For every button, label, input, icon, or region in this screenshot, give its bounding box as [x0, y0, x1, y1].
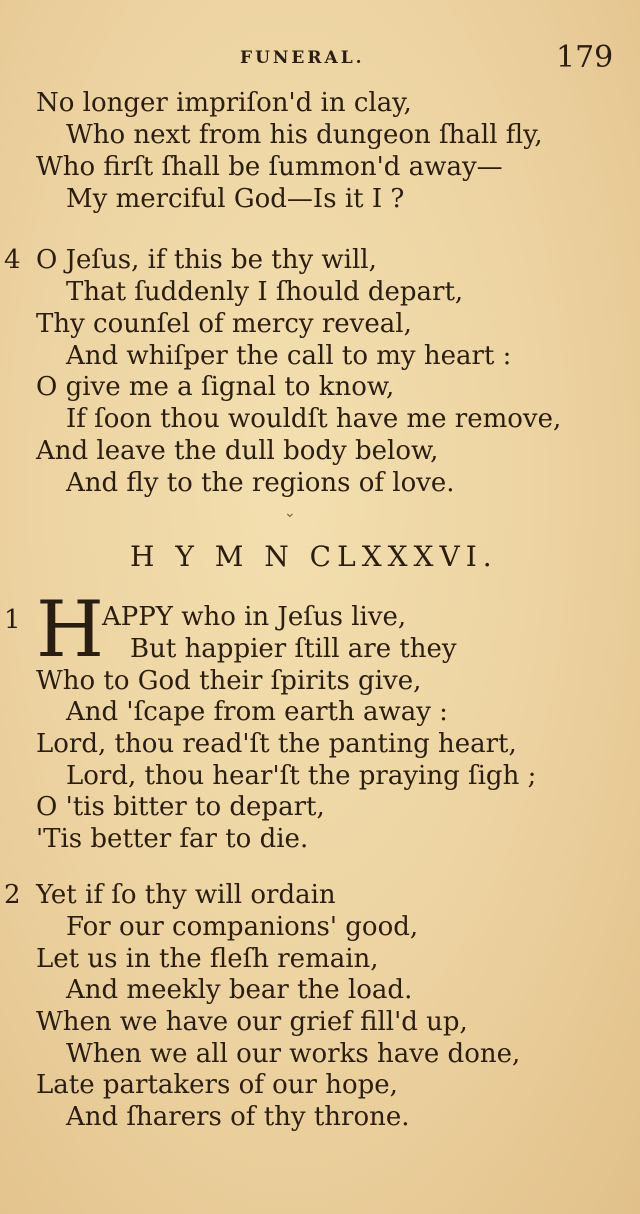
verse-line: Lord, thou read'ſt the panting heart,	[36, 729, 517, 759]
verse-line: When we all our works have done,	[66, 1039, 521, 1069]
verse-line: Yet if ſo thy will ordain	[36, 880, 336, 910]
verse-line: And leave the dull body below,	[36, 436, 439, 466]
running-head: FUNERAL.	[240, 48, 365, 68]
stanza-number: 1	[4, 605, 21, 635]
verse-line: Who to God their ſpirits give,	[36, 666, 422, 696]
verse-line: When we have our grief fill'd up,	[36, 1007, 468, 1037]
verse-line: Let us in the fleſh remain,	[36, 944, 379, 974]
verse-line: No longer impriſon'd in clay,	[36, 88, 412, 118]
verse-line: Lord, thou hear'ſt the praying ſigh ;	[66, 761, 537, 791]
verse-line: My merciful God—Is it I ?	[66, 184, 405, 214]
page-number: 179	[556, 40, 614, 75]
stanza-number: 2	[4, 880, 21, 910]
verse-line: And ſharers of thy throne.	[66, 1102, 410, 1132]
drop-cap: H	[36, 585, 105, 675]
verse-line: Thy counſel of mercy reveal,	[36, 309, 412, 339]
verse-line: And fly to the regions of love.	[66, 468, 455, 498]
verse-line: And meekly bear the load.	[66, 975, 413, 1005]
verse-line: APPY who in Jeſus live,	[102, 602, 407, 632]
verse-line: Who next from his dungeon ſhall fly,	[66, 120, 543, 150]
stanza-number: 4	[4, 245, 21, 275]
verse-line: Late partakers of our hope,	[36, 1070, 398, 1100]
verse-line: That ſuddenly I ſhould depart,	[66, 277, 464, 307]
ornament-mark: ⌄	[284, 505, 296, 521]
verse-line: Who firſt ſhall be ſummon'd away—	[36, 152, 503, 182]
verse-line: And whiſper the call to my heart :	[66, 341, 512, 371]
verse-line: If ſoon thou wouldſt have me remove,	[66, 404, 562, 434]
verse-line: But happier ſtill are they	[130, 634, 457, 664]
hymn-title: H Y M N CLXXXVI.	[130, 540, 498, 573]
verse-line: For our companions' good,	[66, 912, 419, 942]
verse-line: O 'tis bitter to depart,	[36, 792, 325, 822]
verse-line: And 'ſcape from earth away :	[66, 697, 448, 727]
verse-line: O Jeſus, if this be thy will,	[36, 245, 377, 275]
verse-line: 'Tis better far to die.	[36, 824, 309, 854]
verse-line: O give me a ſignal to know,	[36, 372, 395, 402]
